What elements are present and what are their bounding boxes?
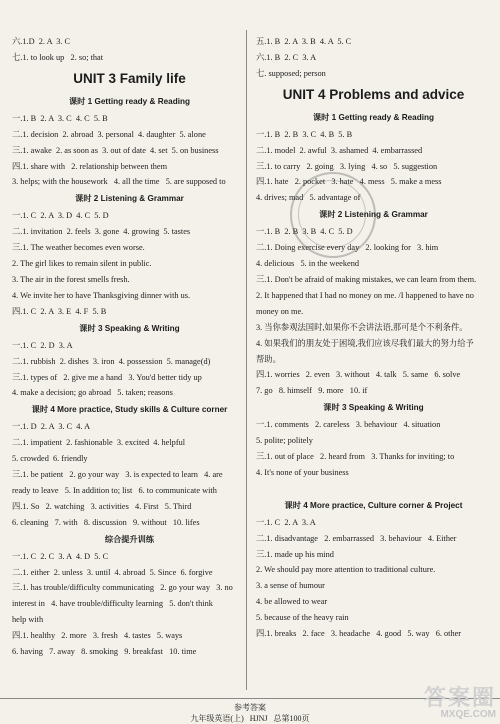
answer-line: 4. drives; mad 5. advantage of [256,193,361,203]
answer-line: 一.1. B 2. A 3. C 4. C 5. B [12,113,108,123]
answer-line: 一.1. C 2. A 3. D 4. C 5. D [12,211,109,221]
answer-line: 5. because of the heavy rain [256,613,349,623]
section-heading: 课时 3 Speaking & Writing [323,403,424,413]
answer-line: 一.1. B 2. B 3. B 4. C 5. D [256,227,353,237]
section-heading: 课时 4 More practice, Study skills & Culture corner [31,405,228,415]
answer-line: 四.1. breaks 2. face 3. headache 4. good 5. way 6. other [256,629,462,639]
answer-line: 三.1. has trouble/difficulty communicating 2. go your way 3. no [12,583,233,593]
answer-line: ready to leave 5. In addition to; list 6. to communicate with [12,485,217,495]
answer-line: 2. It happened that I had no money on me. /I happened to have no [256,290,474,300]
answer-line: 七. supposed; person [256,68,326,78]
answer-line: help with [12,615,44,625]
answer-line: 七.1. to look up 2. so; that [12,52,104,62]
answer-line: 6. having 7. away 8. smoking 9. breakfast 10. time [12,647,197,657]
section-heading: 课时 1 Getting ready & Reading [68,96,190,106]
answer-line: 5. crowded 6. friendly [12,454,88,464]
answer-line: 一.1. C 2. D 3. A [12,340,73,350]
answer-line: 4. delicious 5. in the weekend [256,259,359,269]
answer-line: 5. polite; politely [256,436,313,446]
answer-line: 一.1. D 2. A 3. C 4. A [12,422,91,432]
section-heading: 课时 3 Speaking & Writing [79,323,180,333]
answer-line: 3. The air in the forest smells fresh. [12,274,130,284]
watermark-cn: 答案圈 [423,685,496,710]
answer-line: 四.1. C 2. A 3. E 4. F 5. B [12,306,107,316]
answer-line: 三.1. to carry 2. going 3. lying 4. so 5. suggestion [256,161,438,171]
answer-line: 2. The girl likes to remain silent in public. [12,259,152,269]
answer-line: interest in 4. have trouble/difficulty learning 5. don't think [12,599,213,609]
answer-line: 四.1. hate 2. pocket 3. hate 4. mess 5. make a mess [256,177,442,187]
answer-line: 五.1. B 2. A 3. B 4. A 5. C [256,37,352,46]
answer-line: 二.1. disadvantage 2. embarrassed 3. behaviour 4. Either [256,533,457,543]
unit-title: UNIT 4 Problems and advice [282,86,465,102]
answer-line: 4. 如果我们的朋友处于困境,我们应该尽我们最大的努力给予 [256,338,474,348]
answer-line: 六.1. B 2. C 3. A [256,52,317,62]
section-heading: 综合提升训练 [104,534,155,544]
answer-line: 三.1. Don't be afraid of making mistakes, we can learn from them. [256,274,477,284]
answer-line: 四.1. share with 2. relationship between them [12,161,168,171]
answer-line: 二.1. either 2. unless 3. until 4. abroad 5. Since 6. forgive [12,567,213,577]
answer-line: 二.1. invitation 2. feels 3. gone 4. growing 5. tastes [12,227,191,237]
answer-line: 一.1. comments 2. careless 3. behaviour 4. situation [256,420,441,430]
answer-line: 4. It's none of your business [256,467,349,477]
answer-line: 4. We invite her to have Thanksgiving dinner with us. [12,290,191,300]
footer-page: 总第100页 [273,714,310,723]
answer-line: 二.1. Doing exercise every day 2. looking for 3. him [256,243,439,253]
section-heading: 课时 2 Listening & Grammar [75,194,184,204]
unit-title: UNIT 3 Family life [73,70,186,86]
answer-line: 4. be allowed to wear [256,597,328,607]
answer-line: 3. a sense of humour [256,581,325,591]
answer-line: 一.1. C 2. A 3. A [256,517,316,527]
answer-line: 一.1. B 2. B 3. C 4. B 5. B [256,129,353,139]
answer-line: 二.1. model 2. awful 3. ashamed 4. embarrassed [256,145,423,155]
answer-line: 四.1. healthy 2. more 3. fresh 4. tastes 5. ways [12,631,183,641]
answer-line: 7. go 8. himself 9. more 10. if [256,386,368,396]
answer-line: 二.1. impatient 2. fashionable 3. excited 4. helpful [12,438,186,448]
answer-line: 4. make a decision; go abroad 5. taken; reasons [12,388,173,398]
answer-line: 三.1. types of 2. give me a hand 3. You'd better tidy up [12,372,202,382]
footer-code: HJNJ [249,714,268,723]
answer-line: 四.1. So 2. watching 3. activities 4. First 5. Third [12,501,192,511]
footer-header: 参考答案 [234,703,266,712]
answer-line: 三.1. be patient 2. go your way 3. is expected to learn 4. are [12,470,223,480]
watermark-url: MXQE.COM [440,709,496,720]
answer-line: 三.1. The weather becomes even worse. [12,243,145,253]
section-heading: 课时 4 More practice, Culture corner & Project [284,500,463,510]
answer-line: 三.1. out of place 2. heard from 3. Thanks for inviting; to [256,452,455,462]
answer-line: 2. We should pay more attention to traditional culture. [256,565,436,575]
answer-line: 帮助。 [256,354,281,364]
answer-line: 四.1. worries 2. even 3. without 4. talk 5. same 6. solve [256,370,461,380]
left-column [12,34,247,660]
answer-line: 6. cleaning 7. with 8. discussion 9. without 10. lifes [12,517,200,527]
answer-line: 六.1.D 2. A 3. C [12,37,71,46]
answer-line: 三.1. made up his mind [256,549,334,559]
answer-line: 二.1. decision 2. abroad 3. personal 4. daughter 5. alone [12,129,206,139]
right-column [256,34,491,642]
watermark-logo [424,687,496,720]
answer-line: 三.1. awake 2. as soon as 3. out of date 4. set 5. on business [12,145,219,155]
answer-line: 3. 当你参观法国时,如果你不会讲法语,那可是个不利条件。 [256,322,468,332]
answer-line: 一.1. C 2. C 3. A 4. D 5. C [12,551,109,561]
section-heading: 课时 1 Getting ready & Reading [312,112,434,122]
answer-line: money on me. [256,306,304,316]
answer-line: 3. helps; with the housework 4. all the time 5. are supposed to [12,177,226,187]
answer-line: 二.1. rubbish 2. dishes 3. iron 4. possession 5. manage(d) [12,356,211,366]
footer-subject: 九年级英语(上) [190,714,244,723]
section-heading: 课时 2 Listening & Grammar [319,210,428,220]
answer-line [256,481,491,497]
